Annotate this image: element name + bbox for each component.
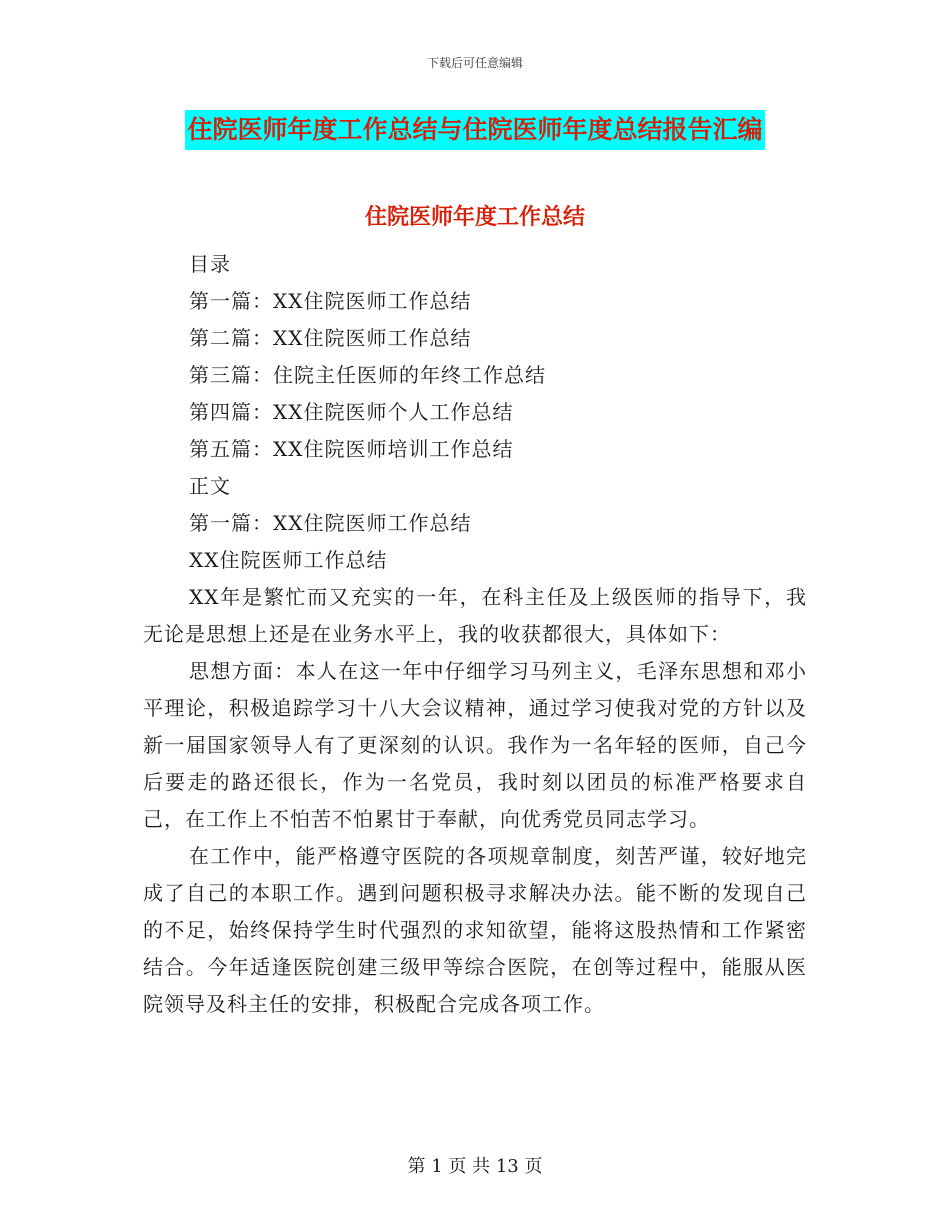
section-title: 住院医师年度工作总结 bbox=[364, 204, 585, 230]
page-header-note: 下载后可任意编辑 bbox=[426, 56, 523, 70]
body-paragraph: 在工作中，能严格遵守医院的各项规章制度，刻苦严谨，较好地完成了自己的本职工作。遇到问题积极寻求解决办法。能不断的发现自己的不足，始终保持学生时代强烈的求知欲望，能将这股热情和工作紧密结合。今年适逢医院创建三级甲等综合医院，在创等过程中，能服从医院领导及科主任的安排，积极配合完成各项工作。 bbox=[143, 844, 807, 1016]
page-number-footer: 第 1 页 共 13 页 bbox=[407, 1156, 543, 1177]
toc-item-4: 第四篇：XX住院医师个人工作总结 bbox=[189, 400, 514, 424]
document-title-container bbox=[0, 110, 950, 150]
document-body bbox=[143, 246, 807, 1023]
body-heading: 正文 bbox=[189, 474, 231, 498]
toc-item-3: 第三篇：住院主任医师的年终工作总结 bbox=[189, 363, 546, 387]
document-title: 住院医师年度工作总结与住院医师年度总结报告汇编 bbox=[185, 110, 764, 150]
toc-item-5: 第五篇：XX住院医师培训工作总结 bbox=[189, 437, 514, 461]
body-paragraph: XX年是繁忙而又充实的一年，在科主任及上级医师的指导下，我无论是思想上还是在业务水平上，我的收获都很大，具体如下： bbox=[143, 585, 807, 646]
toc-heading: 目录 bbox=[189, 252, 231, 276]
chapter-heading: 第一篇：XX住院医师工作总结 bbox=[189, 511, 472, 535]
toc-item-1: 第一篇：XX住院医师工作总结 bbox=[189, 289, 472, 313]
chapter-subtitle: XX住院医师工作总结 bbox=[189, 548, 388, 572]
body-paragraph: 思想方面：本人在这一年中仔细学习马列主义，毛泽东思想和邓小平理论，积极追踪学习十八大会议精神，通过学习使我对党的方针以及新一届国家领导人有了更深刻的认识。我作为一名年轻的医师，自己今后要走的路还很长，作为一名党员，我时刻以团员的标准严格要求自己，在工作上不怕苦不怕累甘于奉献，向优秀党员同志学习。 bbox=[143, 659, 807, 831]
toc-item-2: 第二篇：XX住院医师工作总结 bbox=[189, 326, 472, 350]
